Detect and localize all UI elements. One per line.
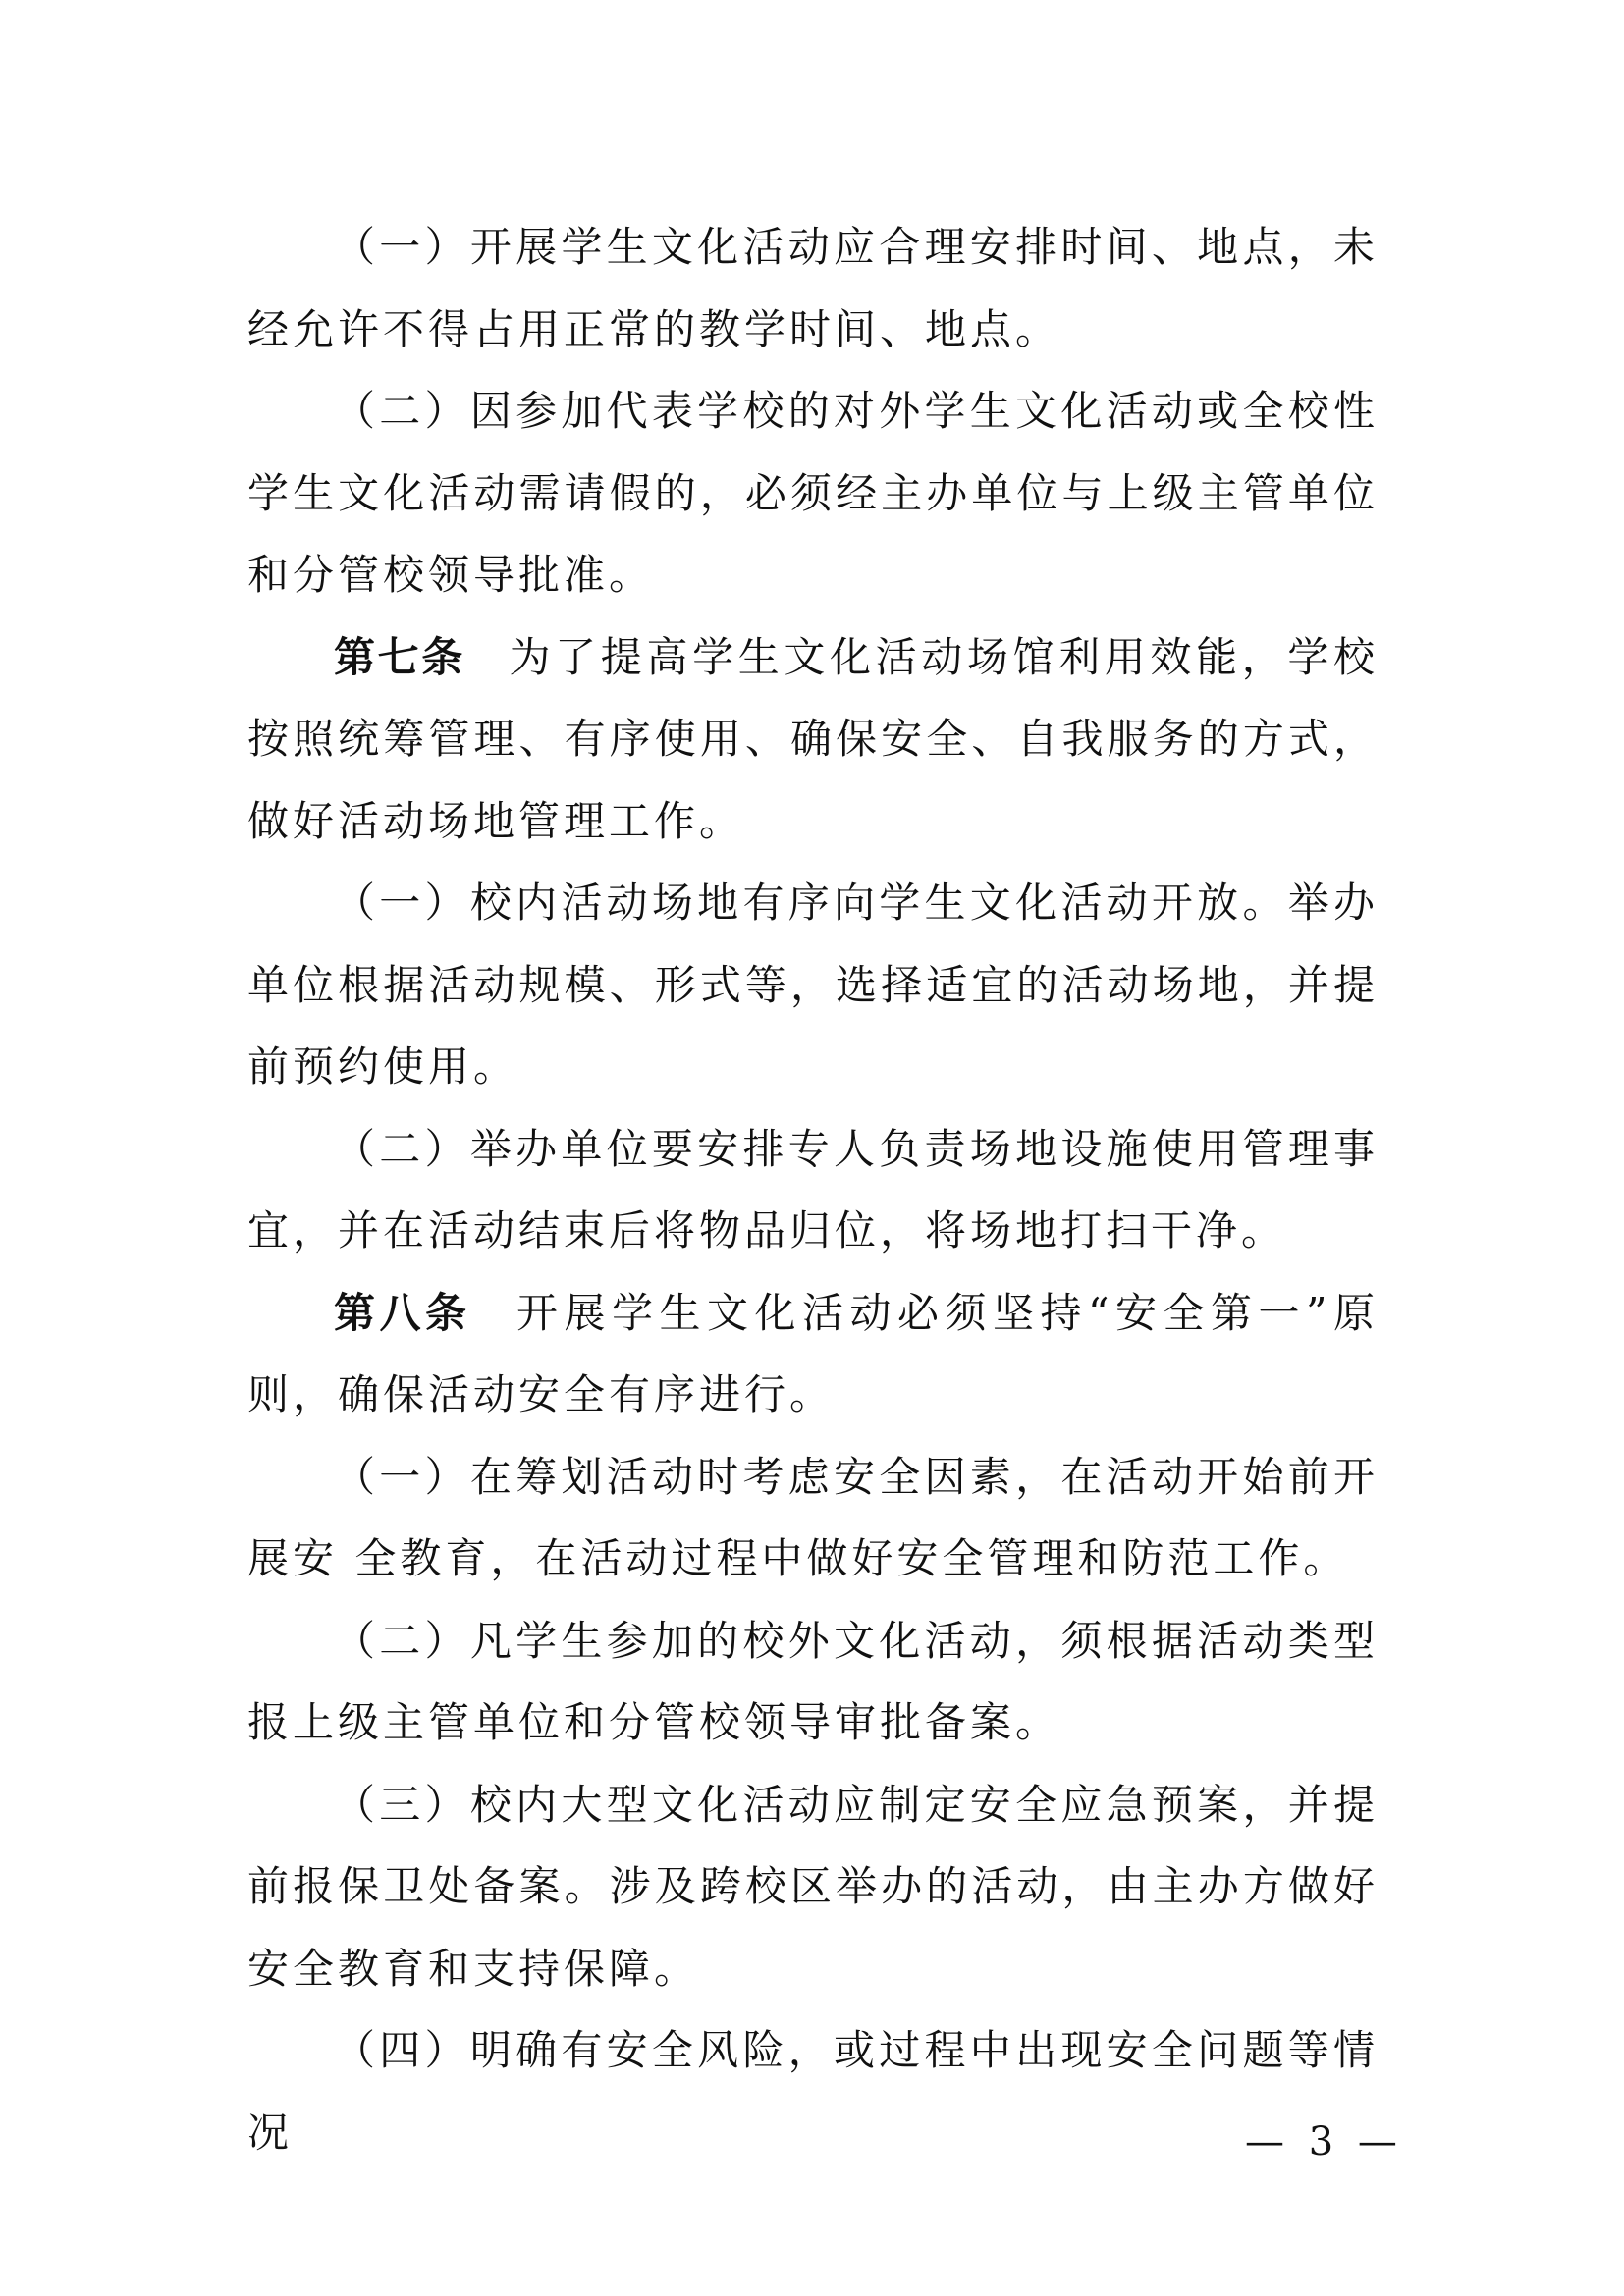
article-8-paragraph	[247, 1272, 1379, 1436]
paragraph-item-7-1	[247, 862, 1379, 1108]
paragraph-text: （三）校内大型文化活动应制定安全应急预案，并提前报保卫处备案。涉及跨校区举办的活动，由主办方做好安全教育和支持保障。	[247, 1780, 1379, 1993]
paragraph-item-1-2	[247, 370, 1379, 616]
paragraph-item-8-2	[247, 1600, 1379, 1764]
paragraph-item-7-2	[247, 1108, 1379, 1272]
paragraph-item-8-3	[247, 1764, 1379, 2010]
paragraph-item-8-4	[247, 2009, 1379, 2173]
paragraph-text: （四）明确有安全风险，或过程中出现安全问题等情况	[247, 2026, 1379, 2157]
paragraph-text: （二）因参加代表学校的对外学生文化活动或全校性学生文化活动需请假的，必须经主办单位与上级主管单位和分管校领导批准。	[247, 387, 1379, 599]
article-7-paragraph	[247, 616, 1379, 863]
paragraph-text: （一）校内活动场地有序向学生文化活动开放。举办单位根据活动规模、形式等，选择适宜的活动场地，并提前预约使用。	[247, 879, 1379, 1091]
paragraph-item-1-1	[247, 206, 1379, 370]
article-number: 第七条	[334, 632, 465, 681]
document-body	[247, 206, 1379, 2173]
page-number: — 3 —	[1245, 2119, 1403, 2164]
article-number: 第八条	[334, 1288, 471, 1337]
paragraph-item-8-1	[247, 1436, 1379, 1600]
paragraph-text: 开展学生文化活动必须坚持“安全第一”原则，确保活动安全有序进行。	[247, 1288, 1379, 1418]
paragraph-text: （二）举办单位要安排专人负责场地设施使用管理事宜，并在活动结束后将物品归位，将场地打扫干净。	[247, 1124, 1379, 1255]
paragraph-text: （一）开展学生文化活动应合理安排时间、地点，未经允许不得占用正常的教学时间、地点。	[247, 223, 1379, 353]
paragraph-text: （一）在筹划活动时考虑安全因素，在活动开始前开展安 全教育，在活动过程中做好安全管理和防范工作。	[247, 1452, 1379, 1582]
paragraph-text: 为了提高学生文化活动场馆利用效能，学校按照统筹管理、有序使用、确保安全、自我服务的方式，做好活动场地管理工作。	[247, 632, 1379, 845]
paragraph-text: （二）凡学生参加的校外文化活动，须根据活动类型报上级主管单位和分管校领导审批备案。	[247, 1616, 1379, 1746]
